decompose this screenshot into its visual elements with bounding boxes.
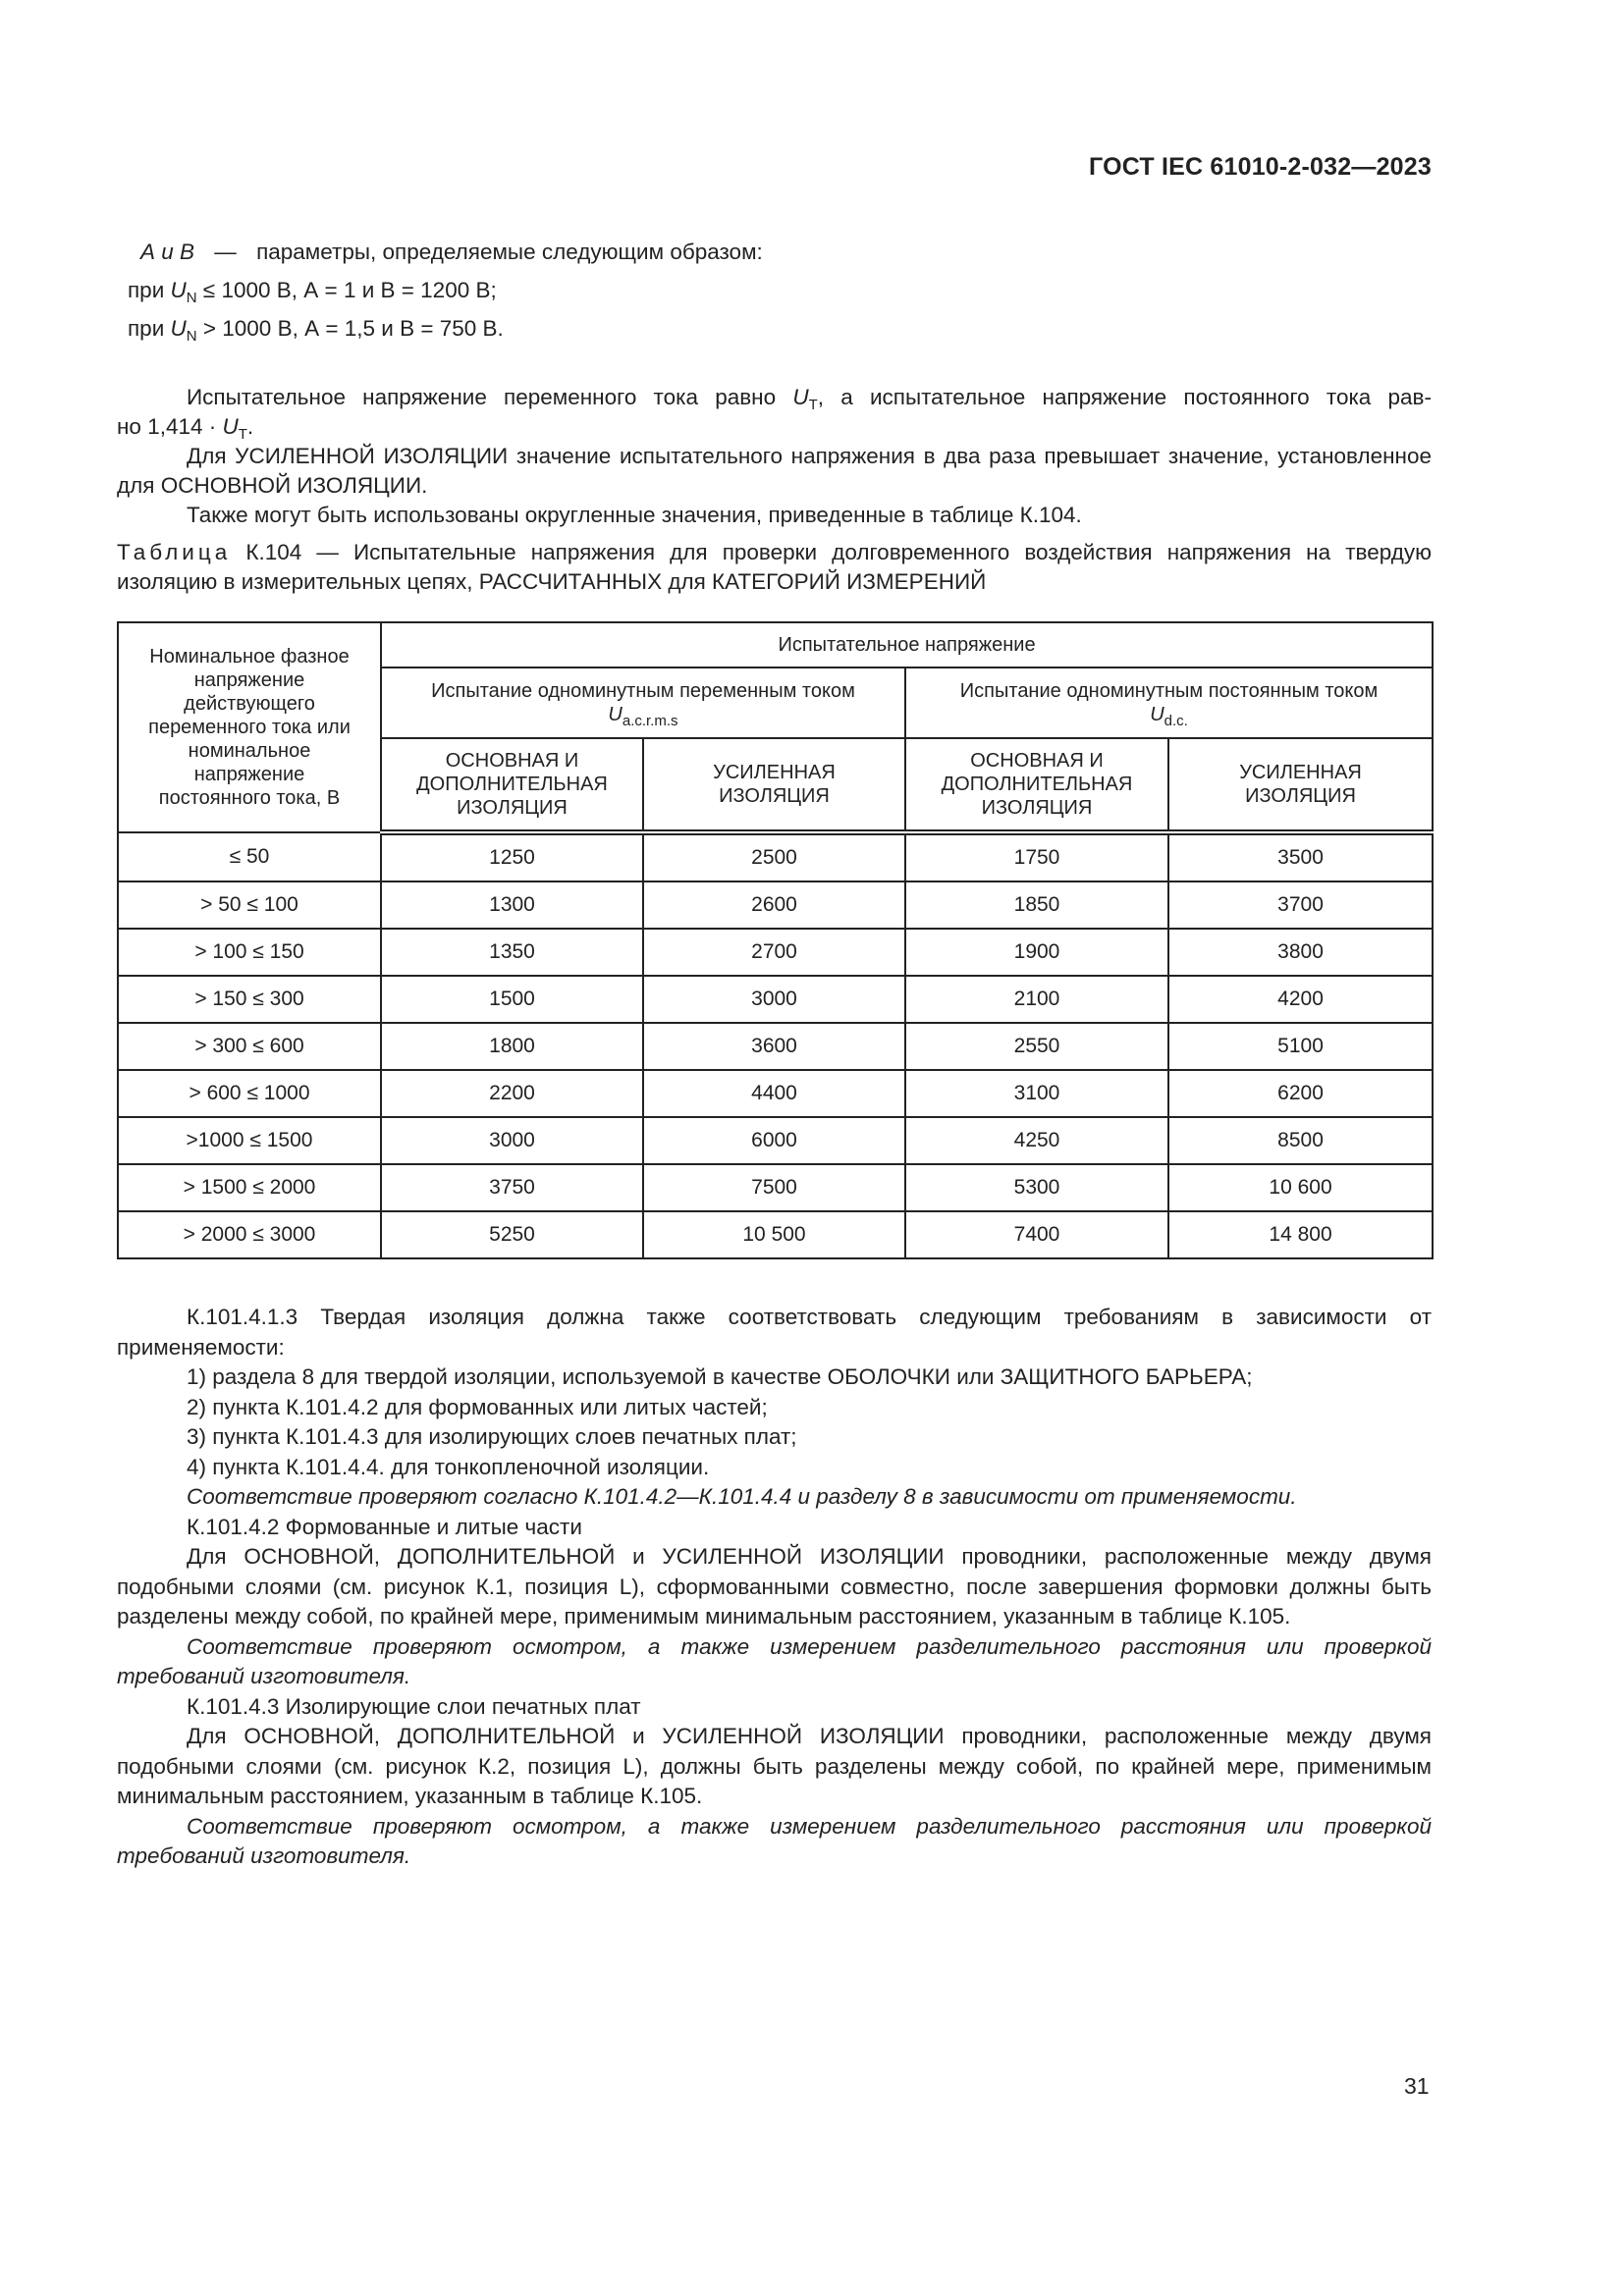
table-row: > 150 ≤ 300 1500 3000 2100 4200 [118,976,1433,1023]
header-ac-reinforced: УСИЛЕННАЯ ИЗОЛЯЦИЯ [643,738,905,832]
section-k101413-compliance: Соответствие проверяют согласно К.101.4.2—К.101.4.4 и разделу 8 в зависимости от применяемости. [187,1484,1297,1509]
section-k101413-item-4: 4) пункта К.101.4.4. для тонкопленочной изоляции. [187,1454,710,1479]
params-definition [140,238,763,267]
section-k101413-item-2: 2) пункта К.101.4.2 для формованных или литых частей; [187,1394,768,1419]
document-code-header: ГОСТ IEC 61010-2-032—2023 [1089,153,1432,181]
header-ac-basic: ОСНОВНАЯ И ДОПОЛНИТЕЛЬНАЯ ИЗОЛЯЦИЯ [381,738,643,832]
test-voltage-paragraphs [117,383,1432,530]
table-row: > 300 ≤ 600 1800 3600 2550 5100 [118,1023,1433,1070]
table-caption-label: Таблица [117,540,232,564]
section-k10142-body: Для ОСНОВНОЙ, ДОПОЛНИТЕЛЬНОЙ и УСИЛЕННОЙ ИЗОЛЯЦИИ проводники, расположенные между двумя подобными слоями (см. рисунок К.1, позиция L), сформованными совместно, после завершения формовки должны быть разделены между собой, по крайней мере, применимым минимальным расстоянием, указанным в таблице К.105. [117,1544,1432,1629]
page-number: 31 [1404,2073,1430,2099]
section-k101413-item-3: 3) пункта К.101.4.3 для изолирующих слоев печатных плат; [187,1424,797,1449]
table-row: ≤ 50 1250 2500 1750 3500 [118,832,1433,881]
sections-after-table [117,1303,1432,1872]
header-test-voltage: Испытательное напряжение [381,622,1433,667]
paragraph-ac-dc-line1: Испытательное напряжение переменного тока равно $U_T$, а испытательное напряжение постоянного тока рав- [187,385,1432,413]
header-dc-basic: ОСНОВНАЯ И ДОПОЛНИТЕЛЬНАЯ ИЗОЛЯЦИЯ [905,738,1168,832]
table-caption-text: К.104 — Испытательные напряжения для проверки долговременного воздействия напряжения на твердую изоляцию в измерительных цепях, РАССЧИТАННЫХ для КАТЕГОРИЙ ИЗМЕРЕНИЙ [117,540,1432,594]
table-caption [117,538,1432,597]
params-dash: — [214,240,237,264]
table-row: > 100 ≤ 150 1350 2700 1900 3800 [118,929,1433,976]
test-voltage-table [117,621,1434,1259]
section-k10143-title: К.101.4.3 Изолирующие слои печатных плат [187,1693,641,1719]
paragraph-rounded-values: Также могут быть использованы округленные значения, приведенные в таблице К.104. [187,503,1082,527]
section-k10143-body: Для ОСНОВНОЙ, ДОПОЛНИТЕЛЬНОЙ и УСИЛЕННОЙ ИЗОЛЯЦИИ проводники, расположенные между двумя подобными слоями (см. рисунок К.2, позиция L), должны быть разделены между собой, по крайней мере, применимым минимальным расстоянием, указанным в таблице К.105. [117,1724,1432,1808]
param-case-1: при $U_N \le 1000$ В, А = 1 и В = 1200 В; [128,278,497,306]
header-nominal-voltage: Номинальное фазное напряжение действующего переменного тока или номинальное напряжение постоянного тока, В [118,622,381,832]
paragraph-reinforced-insulation: Для УСИЛЕННОЙ ИЗОЛЯЦИИ значение испытательного напряжения в два раза превышает значение, установленное для ОСНОВНОЙ ИЗОЛЯЦИИ. [117,444,1432,498]
table-row: > 1500 ≤ 2000 3750 7500 5300 10 600 [118,1164,1433,1211]
section-k101413-intro: К.101.4.1.3 Твердая изоляция должна также соответствовать следующим требованиям в зависимости от применяемости: [117,1305,1432,1360]
header-ac-test: Испытание одноминутным переменным током $U_{a.c.r.m.s}$ [381,667,905,738]
section-k10142-title: К.101.4.2 Формованные и литые части [187,1514,582,1539]
table-row: > 50 ≤ 100 1300 2600 1850 3700 [118,881,1433,929]
header-dc-test: Испытание одноминутным постоянным током $U_{d.c.}$ [905,667,1433,738]
header-dc-reinforced: УСИЛЕННАЯ ИЗОЛЯЦИЯ [1168,738,1433,832]
table-row: > 600 ≤ 1000 2200 4400 3100 6200 [118,1070,1433,1117]
table-row: >1000 ≤ 1500 3000 6000 4250 8500 [118,1117,1433,1164]
section-k101413-item-1: 1) раздела 8 для твердой изоляции, используемой в качестве ОБОЛОЧКИ или ЗАЩИТНОГО БАРЬЕРА; [187,1364,1253,1389]
section-k10143-compliance: Соответствие проверяют осмотром, а также измерением разделительного расстояния или проверкой требований изготовителя. [117,1813,1432,1868]
paragraph-ac-dc-line2: но $1,414 \cdot U_T$. [117,414,254,443]
param-case-2: при $U_N > 1000$ В, А = 1,5 и В = 750 В. [128,316,504,345]
params-text: параметры, определяемые следующим образом: [256,240,763,264]
section-k10142-compliance: Соответствие проверяют осмотром, а также измерением разделительного расстояния или проверкой требований изготовителя. [117,1633,1432,1688]
params-vars: А и В [140,240,195,264]
table-row: > 2000 ≤ 3000 5250 10 500 7400 14 800 [118,1211,1433,1258]
